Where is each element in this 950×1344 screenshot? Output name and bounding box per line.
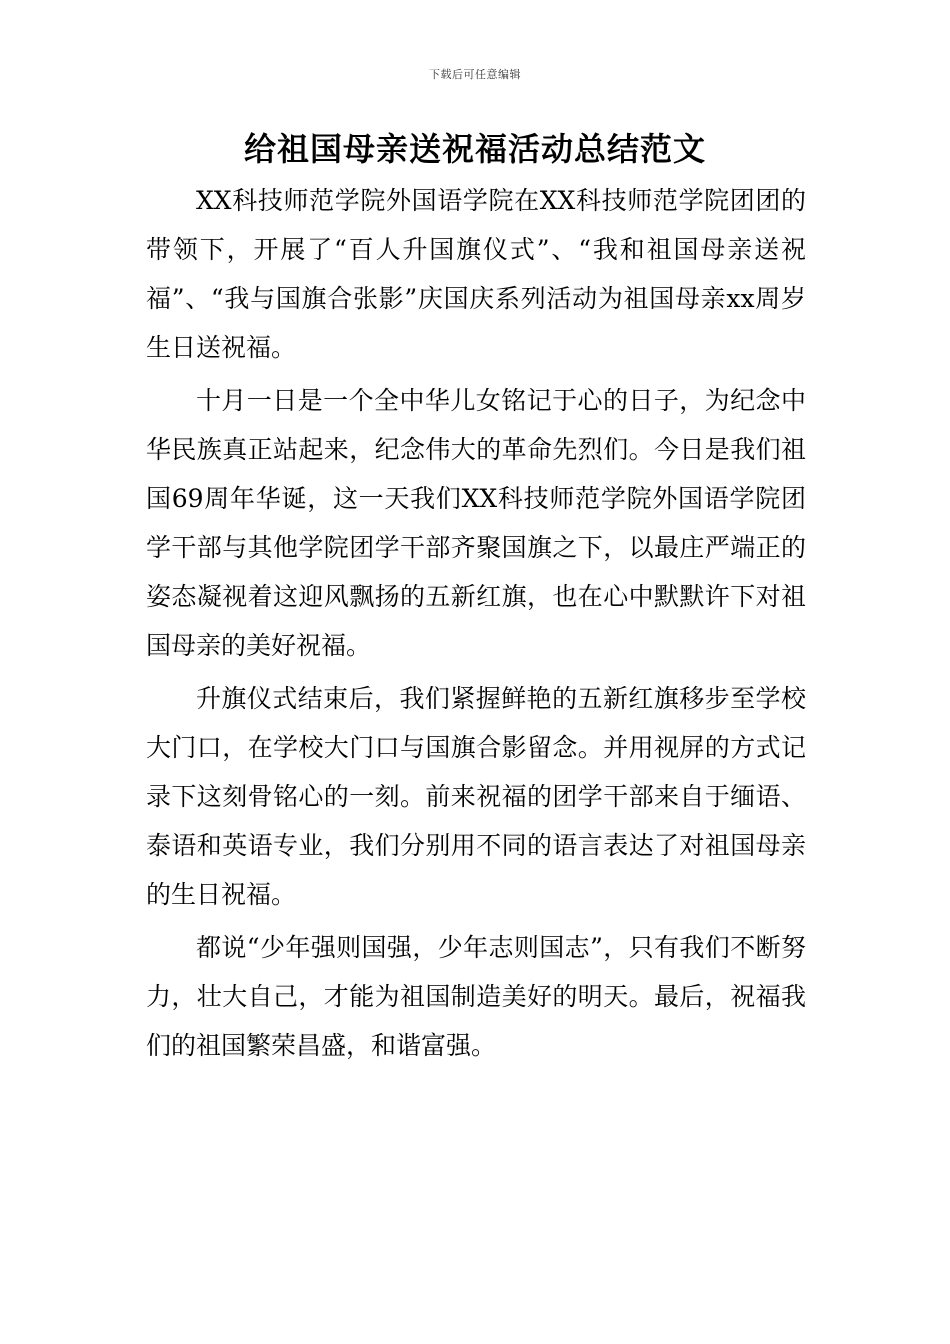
document-body (146, 176, 806, 1074)
header-note: 下载后可任意编辑 (429, 68, 521, 81)
paragraph: 十月一日是一个全中华儿女铭记于心的日子，为纪念中华民族真正站起来，纪念伟大的革命先烈们。今日是我们祖国69周年华诞，这一天我们XX科技师范学院外国语学院团学干部与其他学院团学干部齐聚国旗之下，以最庄严端正的姿态凝视着这迎风飘扬的五新红旗，也在心中默默许下对祖国母亲的美好祝福。 (146, 386, 806, 660)
paragraph: XX科技师范学院外国语学院在XX科技师范学院团团的带领下，开展了“百人升国旗仪式”、“我和祖国母亲送祝福”、“我与国旗合张影”庆国庆系列活动为祖国母亲xx周岁生日送祝福。 (146, 186, 806, 362)
paragraph: 升旗仪式结束后，我们紧握鲜艳的五新红旗移步至学校大门口，在学校大门口与国旗合影留念。并用视屏的方式记录下这刻骨铭心的一刻。前来祝福的团学干部来自于缅语、泰语和英语专业，我们分别用不同的语言表达了对祖国母亲的生日祝福。 (146, 684, 806, 909)
paragraph: 都说“少年强则国强，少年志则国志”，只有我们不断努力，壮大自己，才能为祖国制造美好的明天。最后，祝福我们的祖国繁荣昌盛，和谐富强。 (146, 933, 806, 1060)
document-title: 给祖国母亲送祝福活动总结范文 (243, 130, 706, 168)
